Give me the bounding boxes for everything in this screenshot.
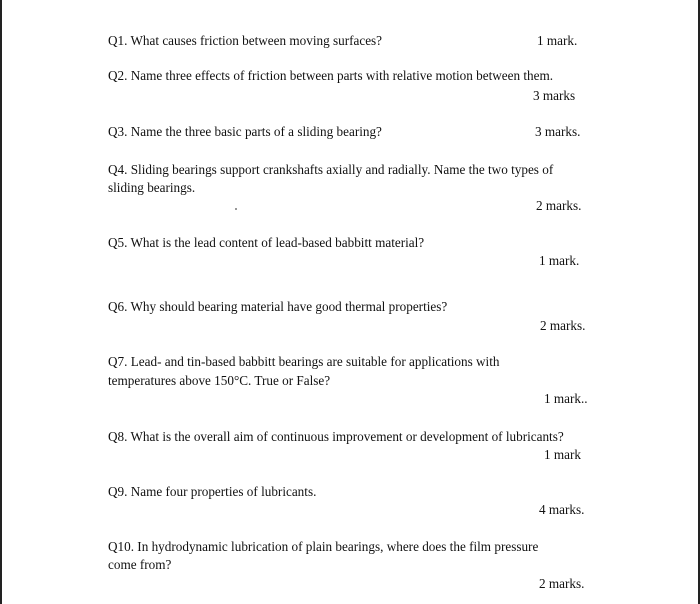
question-9-text: Q9. Name four properties of lubricants. (108, 484, 317, 499)
question-1-marks: 1 mark. (537, 33, 578, 48)
question-4-text-line2: sliding bearings. (108, 180, 196, 195)
question-6-text: Q6. Why should bearing material have good thermal properties? (108, 299, 448, 314)
question-8-text: Q8. What is the overall aim of continuous improvement or development of lubricants? (108, 429, 564, 444)
question-10-text-line1: Q10. In hydrodynamic lubrication of plain bearings, where does the film pressure (108, 539, 539, 554)
left-border (0, 0, 2, 604)
stray-dot (235, 208, 237, 210)
question-5-marks: 1 mark. (539, 253, 580, 268)
question-8-marks: 1 mark (544, 447, 581, 462)
question-2-text: Q2. Name three effects of friction between parts with relative motion between them. (108, 68, 554, 83)
question-1-text: Q1. What causes friction between moving surfaces? (108, 33, 383, 48)
question-5-text: Q5. What is the lead content of lead-based babbitt material? (108, 235, 425, 250)
question-9-marks: 4 marks. (539, 502, 585, 517)
question-7-text-line2: temperatures above 150°C. True or False? (108, 373, 331, 388)
question-4-text-line1: Q4. Sliding bearings support crankshafts axially and radially. Name the two types of (108, 162, 554, 177)
question-6-marks: 2 marks. (540, 318, 586, 333)
question-2-marks: 3 marks (533, 88, 576, 103)
question-4-marks: 2 marks. (536, 198, 582, 213)
question-10-marks: 2 marks. (539, 576, 585, 591)
question-3-text: Q3. Name the three basic parts of a sliding bearing? (108, 124, 382, 139)
question-7-text-line1: Q7. Lead- and tin-based babbitt bearings are suitable for applications with (108, 354, 500, 369)
question-3-marks: 3 marks. (535, 124, 581, 139)
question-7-marks: 1 mark.. (544, 391, 588, 406)
question-10-text-line2: come from? (108, 557, 172, 572)
